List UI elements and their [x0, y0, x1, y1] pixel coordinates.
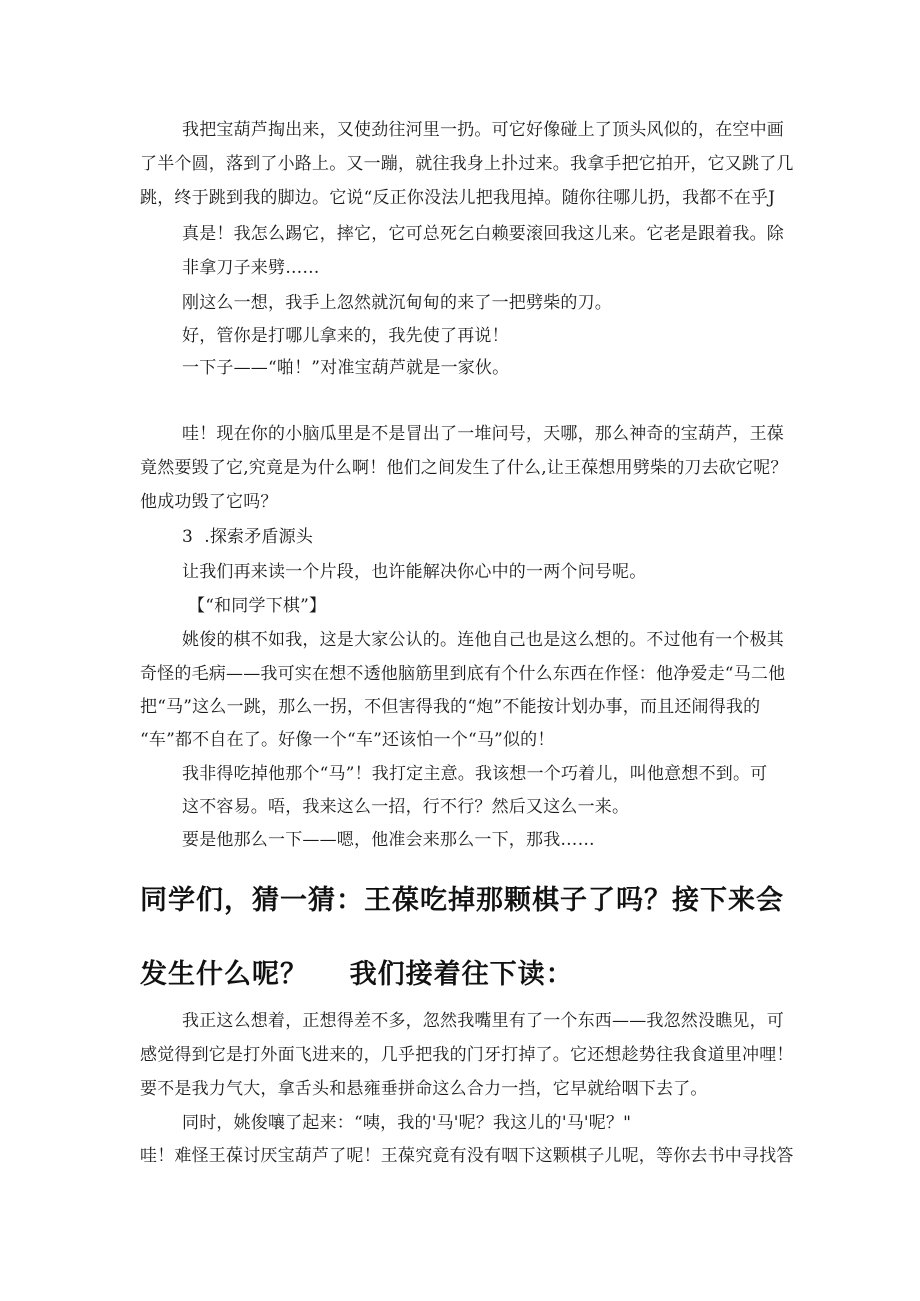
paragraph-line: 同时，姚俊嚷了起来：“咦，我的'马'呢？我这儿的'马'呢？" [182, 1113, 632, 1133]
paragraph-line: 哇！难怪王葆讨厌宝葫芦了呢！王葆究竟有没有咽下这颗棋子儿呢，等你去书中寻找答 [140, 1146, 794, 1166]
paragraph-line: 哇！现在你的小脑瓜里是不是冒出了一堆问号，天哪，那么神奇的宝葫芦，王葆 [182, 424, 784, 444]
paragraph-line: 他成功毁了它吗？ [140, 492, 278, 512]
paragraph-line: 我正这么想着，正想得差不多，忽然我嘴里有了一个东西——我忽然没瞧见，可 [182, 1011, 784, 1031]
paragraph-line: 一下子——“啪！”对准宝葫芦就是一家伙。 [182, 358, 510, 378]
paragraph-line: 非拿刀子来劈…… [182, 258, 320, 278]
paragraph-line: 真是！我怎么踢它，摔它，它可总死乞白赖要滚回我这儿来。它老是跟着我。除 [182, 224, 784, 244]
section-intro: 让我们再来读一个片段，也许能解决你心中的一两个问号呢。 [182, 562, 647, 582]
paragraph-line: 我把宝葫芦掏出来，又使劲往河里一扔。可它好像碰上了顶头风似的，在空中画 [182, 120, 784, 140]
prompt-line: 同学们，猜一猜：王葆吃掉那颗棋子了吗？接下来会 [140, 885, 784, 916]
paragraph-line: 竟然要毁了它,究竟是为什么啊！他们之间发生了什么,让王葆想用劈柴的刀去砍它呢？ [140, 458, 788, 478]
paragraph-line: 我非得吃掉他那个“马”！我打定主意。我该想一个巧着儿，叫他意想不到。可 [182, 764, 768, 784]
paragraph-line: 这不容易。唔，我来这么一招，行不行？然后又这么一来。 [182, 797, 630, 817]
paragraph-line: 好，管你是打哪儿拿来的，我先使了再说！ [182, 326, 509, 346]
section-heading: 3 .探索矛盾源头 [182, 527, 314, 547]
excerpt-subtitle: 【“和同学下棋”】 [188, 596, 327, 616]
paragraph-line: 把“马”这么一跳，那么一拐，不但害得我的“炮”不能按计划办事，而且还闹得我的 [140, 697, 761, 717]
prompt-line: 发生什么呢？ 我们接着往下读： [140, 959, 574, 990]
paragraph-line: 感觉得到它是打外面飞进来的，几乎把我的门牙打掉了。它还想趁势往我食道里冲哩！ [140, 1045, 794, 1065]
paragraph-line: 姚俊的棋不如我，这是大家公认的。连他自己也是这么想的。不过他有一个极其 [182, 630, 784, 650]
paragraph-line: 刚这么一想，我手上忽然就沉甸甸的来了一把劈柴的刀。 [182, 293, 612, 313]
paragraph-line: 了半个圆，落到了小路上。又一蹦，就往我身上扑过来。我拿手把它拍开，它又跳了几 [140, 154, 794, 174]
paragraph-line: 要是他那么一下——嗯，他准会来那么一下，那我…… [182, 830, 595, 850]
paragraph-line: 跳，终于跳到我的脚边。它说“反正你没法儿把我甩掉。随你往哪儿扔，我都不在乎J [140, 188, 776, 208]
paragraph-line: “车”都不自在了。好像一个“车”还该怕一个“马”似的！ [140, 730, 555, 750]
paragraph-line: 要不是我力气大，拿舌头和悬雍垂拼命这么合力一挡，它早就给咽下去了。 [140, 1079, 708, 1099]
paragraph-line: 奇怪的毛病——我可实在想不透他脑筋里到底有个什么东西在作怪：他净爱走“马二他 [140, 664, 786, 684]
